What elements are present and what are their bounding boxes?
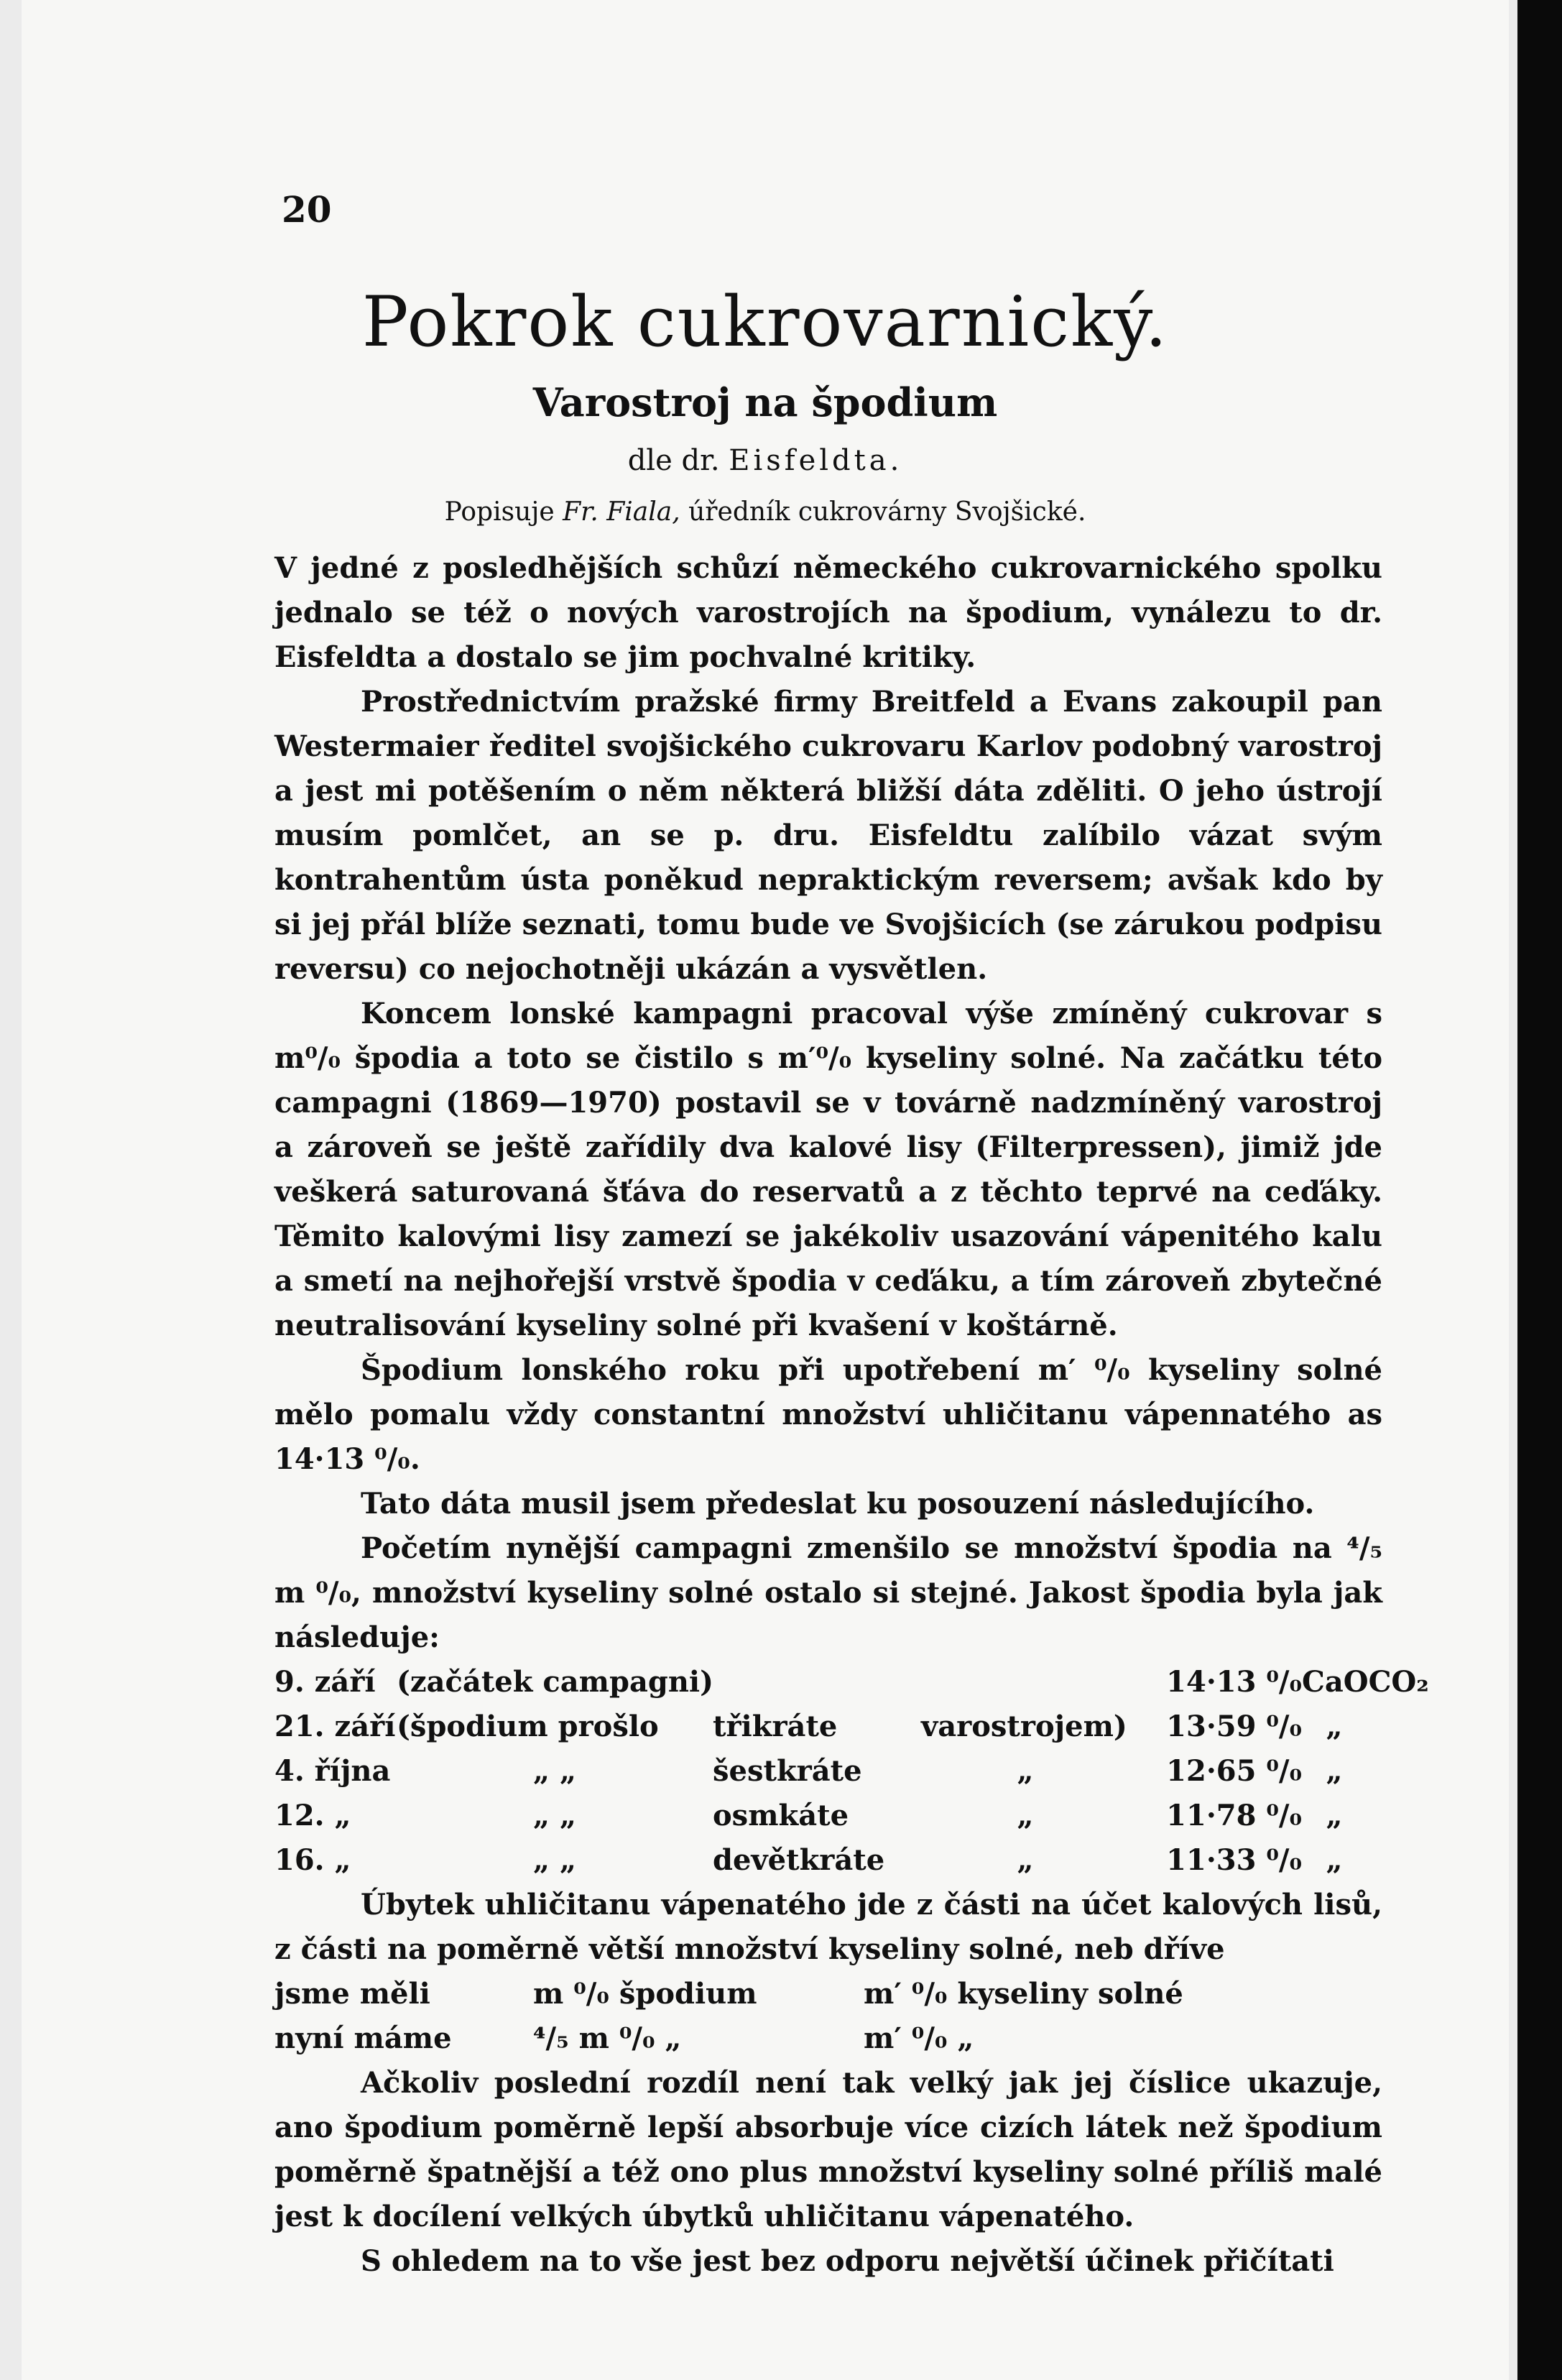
row-unit: „ <box>1326 1754 1343 1788</box>
row-by <box>921 1660 1129 1705</box>
comparison-label: jsme měli <box>274 1977 430 2011</box>
table-row <box>274 1749 1382 1794</box>
article-body <box>274 546 1429 2284</box>
paragraph: Ačkoliv poslední rozdíl není tak velký jak jej číslice ukazuje, ano špodium poměrně lepší absorbuje více cizích látek než špodium poměrně špatnější a též ono plus množství kyseliny solné příliš malé jest k docílení velkých úbytků uhličitanu vápenatého. <box>274 2066 1382 2233</box>
comparison-row <box>274 1972 1382 2016</box>
comparison-b: m′ ⁰/₀ kyseliny solné <box>864 1977 1183 2011</box>
row-by: varostrojem) <box>921 1710 1127 1743</box>
row-unit: „ <box>1326 1710 1343 1743</box>
row-note: (špodium prošlo <box>397 1710 659 1743</box>
describer-suffix: úředník cukrovárny Svojšické. <box>688 497 1086 527</box>
comparison-row <box>274 2016 1382 2061</box>
byline-prefix: dle dr. <box>627 444 720 477</box>
row-note: (začátek campagni) <box>397 1665 714 1699</box>
comparison-a: m ⁰/₀ špodium <box>533 1977 757 2011</box>
row-by: „ <box>1017 1799 1034 1832</box>
book-page <box>22 0 1509 2380</box>
paragraph: Tato dáta musil jsem předeslat ku posouzení následujícího. <box>361 1487 1315 1521</box>
row-value: 14·13 ⁰/₀ <box>1166 1665 1302 1699</box>
row-date: 21. září <box>274 1710 396 1743</box>
row-by: „ <box>1017 1754 1034 1788</box>
row-date: 12. „ <box>274 1799 351 1832</box>
quality-table <box>274 1660 1429 1883</box>
binding-edge <box>1517 0 1562 2380</box>
describer-prefix: Popisuje <box>444 497 555 527</box>
paragraph: S ohledem na to vše jest bez odporu největší účinek přičítati <box>361 2244 1334 2278</box>
comparison-label: nyní máme <box>274 2021 452 2055</box>
paragraph: Početím nynější campagni zmenšilo se množství špodia na ⁴/₅ m ⁰/₀, množství kyseliny solné ostalo si stejné. Jakost špodia byla jak následuje: <box>274 1531 1382 1654</box>
row-times <box>713 1660 921 1705</box>
paragraph: Koncem lonské kampagni pracoval výše zmíněný cukrovar s m⁰/₀ špodia a toto se čistilo s m′⁰/₀ kyseliny solné. Na začátku této campagni (1869—1970) postavil se v továrně nadzmíněný varostroj a zároveň se ještě zařídily dva kalové lisy (Filterpressen), jimiž jde veškerá saturovaná šťáva do reservatů a z těchto teprvé na ceďáky. Těmito kalovými lisy zamezí se jakékoliv usazování vápenitého kalu a smetí na nejhořejší vrstvě špodia v ceďáku, a tím zároveň zbytečné neutralisování kyseliny solné při kvašení v koštárně. <box>274 997 1382 1342</box>
table-row <box>274 1660 1429 1705</box>
row-times: osmkáte <box>713 1799 849 1832</box>
row-times: devětkráte <box>713 1843 885 1877</box>
table-row <box>274 1838 1382 1883</box>
row-note: „ „ <box>533 1799 576 1832</box>
row-value: 11·33 ⁰/₀ <box>1166 1843 1302 1877</box>
comparison-block <box>274 1972 1382 2061</box>
row-unit: „ <box>1326 1843 1343 1877</box>
describer-name: Fr. Fiala, <box>563 497 680 527</box>
describer-line <box>22 497 1509 527</box>
row-unit: „ <box>1326 1799 1343 1832</box>
row-value: 13·59 ⁰/₀ <box>1166 1710 1302 1743</box>
article-title: Varostroj na špodium <box>532 379 998 425</box>
row-note: „ „ <box>533 1843 576 1877</box>
row-value: 12·65 ⁰/₀ <box>1166 1754 1302 1788</box>
comparison-a: ⁴/₅ m ⁰/₀ „ <box>533 2021 682 2055</box>
table-row <box>274 1794 1382 1838</box>
paragraph: Úbytek uhličitanu vápenatého jde z části na účet kalových lisů, z části na poměrně větší množství kyseliny solné, neb dříve <box>274 1888 1382 1966</box>
page-number: 20 <box>282 188 332 231</box>
byline-name: Eisfeldta. <box>729 444 903 477</box>
paragraph: Prostřednictvím pražské firmy Breitfeld a Evans zakoupil pan Westermaier ředitel svojšického cukrovaru Karlov podobný varostroj a jest mi potěšením o něm některá bližší dáta zděliti. O jeho ústrojí musím pomlčet, an se p. dru. Eisfeldtu zalíbilo vázat svým kontrahentům ústa poněkud nepraktickým reversem; avšak kdo by si jej přál blíže seznati, tomu bude ve Svojšicích (se zárukou podpisu reversu) co nejochotněji ukázán a vysvětlen. <box>274 685 1382 986</box>
row-unit: CaOCO₂ <box>1302 1665 1429 1699</box>
row-date: 9. září <box>274 1665 376 1699</box>
byline <box>22 444 1509 477</box>
row-note: „ „ <box>533 1754 576 1788</box>
paragraph: V jedné z posledhějších schůzí německého cukrovarnického spolku jednalo se též o nových varostrojích na špodium, vynálezu to dr. Eisfeldta a dostalo se jim pochvalné kritiky. <box>274 551 1382 674</box>
paragraph: Špodium lonského roku při upotřebení m′ ⁰/₀ kyseliny solné mělo pomalu vždy constantní množství uhličitanu vápennatého as 14·13 ⁰/₀. <box>274 1353 1382 1476</box>
row-times: šestkráte <box>713 1754 862 1788</box>
journal-title: Pokrok cukrovarnický. <box>361 282 1169 362</box>
row-date: 4. října <box>274 1754 391 1788</box>
table-row <box>274 1705 1382 1749</box>
row-date: 16. „ <box>274 1843 351 1877</box>
comparison-b: m′ ⁰/₀ „ <box>864 2021 974 2055</box>
row-value: 11·78 ⁰/₀ <box>1166 1799 1302 1832</box>
row-by: „ <box>1017 1843 1034 1877</box>
row-times: třikráte <box>713 1710 838 1743</box>
